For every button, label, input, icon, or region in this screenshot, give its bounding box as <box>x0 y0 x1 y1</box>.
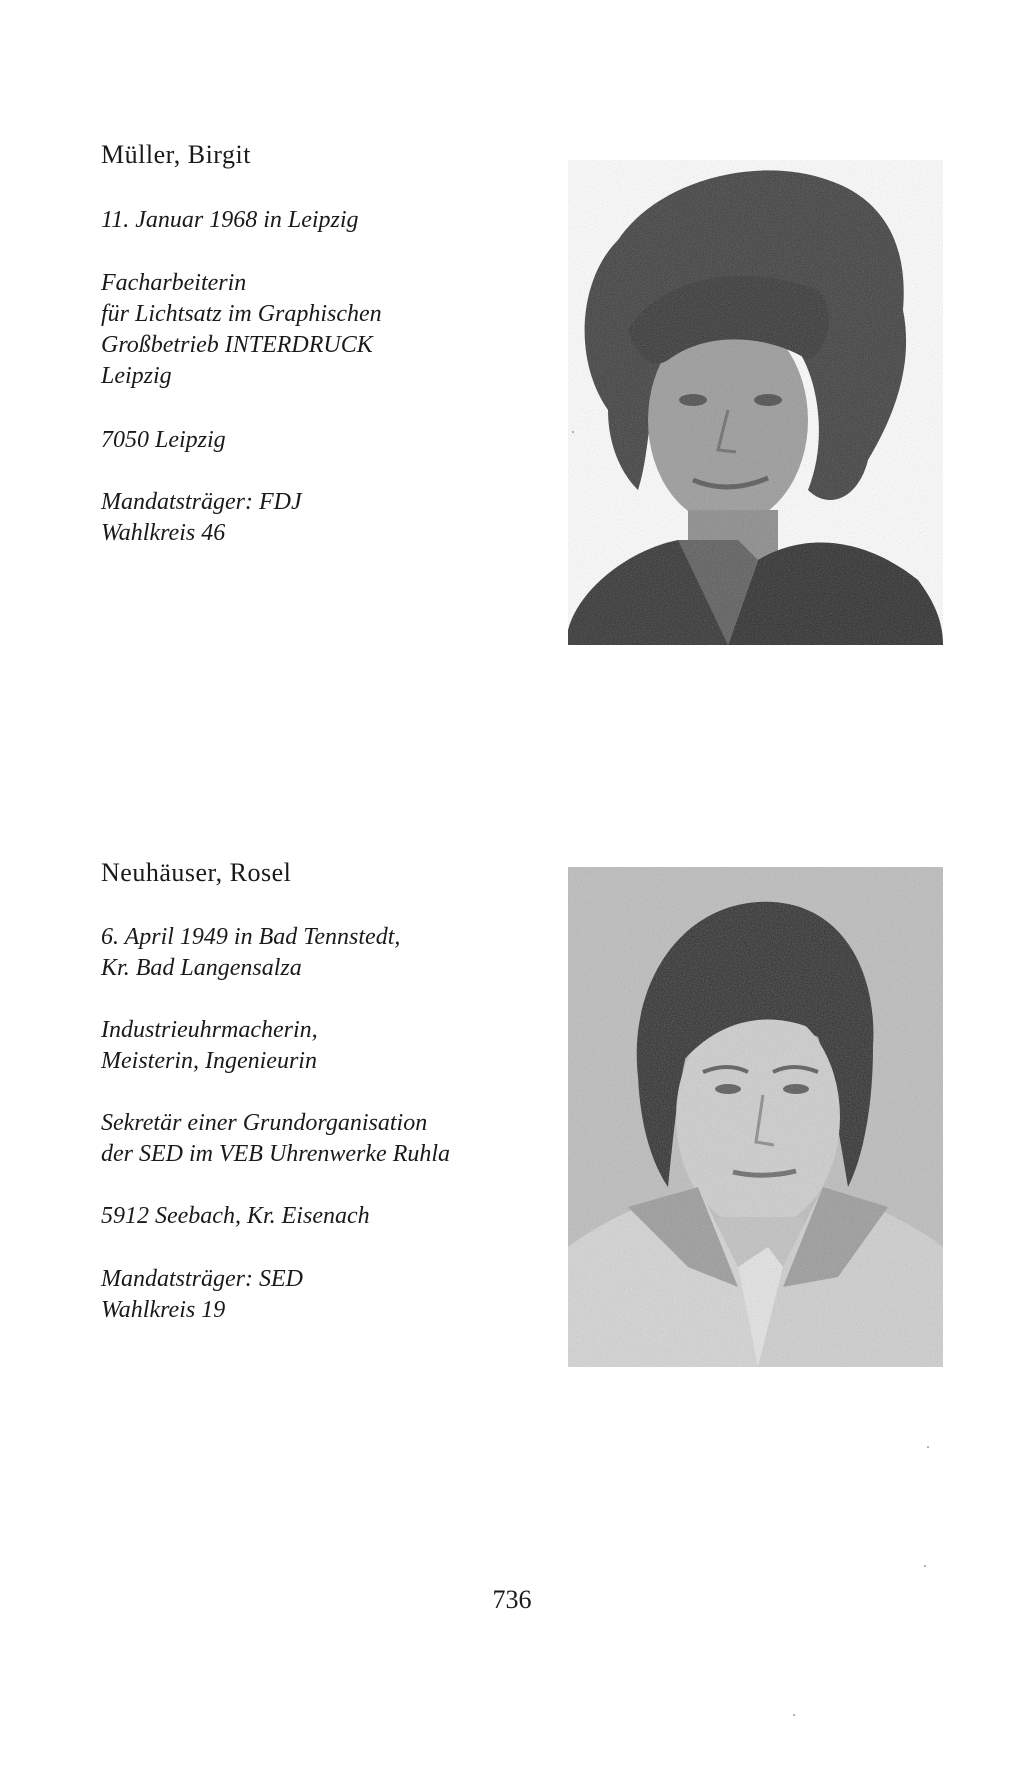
entry-2-occupation-line-2: Meisterin, Ingenieurin <box>101 1048 317 1074</box>
entry-1-name: Müller, Birgit <box>101 140 251 169</box>
entry-2-name: Neuhäuser, Rosel <box>101 858 292 887</box>
page-number: 736 <box>492 1585 532 1614</box>
scan-speck <box>927 1446 929 1448</box>
entry-2-position-line-1: Sekretär einer Grundorganisation <box>101 1110 428 1136</box>
entry-2-address <box>101 1201 370 1232</box>
scan-speck <box>793 1714 795 1716</box>
entry-1-occupation-line-2: für Lichtsatz im Graphischen <box>101 301 382 327</box>
entry-2-occupation-line-1: Industrieuhrmacherin, <box>101 1017 318 1043</box>
entry-1-address-line: 7050 Leipzig <box>101 427 226 453</box>
entry-1-address <box>101 425 226 456</box>
entry-2-mandate <box>101 1264 303 1326</box>
scan-speck <box>924 1565 926 1567</box>
entry-2-birth <box>101 922 400 984</box>
entry-2-position-line-2: der SED im VEB Uhrenwerke Ruhla <box>101 1141 451 1167</box>
entry-1-mandate-line: Mandatsträger: FDJ <box>101 489 302 515</box>
entry-2-portrait-photo <box>568 867 943 1367</box>
entry-1-district-line: Wahlkreis 46 <box>101 520 226 546</box>
entry-1-occupation-line-4: Leipzig <box>101 363 172 389</box>
entry-2-position <box>101 1108 450 1170</box>
entry-1-occupation-line-1: Facharbeiterin <box>101 270 247 296</box>
entry-2-address-line: 5912 Seebach, Kr. Eisenach <box>101 1203 370 1229</box>
scan-speck <box>572 431 574 433</box>
entry-2-mandate-line: Mandatsträger: SED <box>101 1266 303 1292</box>
entry-1-portrait-photo <box>568 160 943 645</box>
entry-1-birth-line: 11. Januar 1968 in Leipzig <box>101 207 359 233</box>
entry-1-birth <box>101 205 359 236</box>
entry-1-occupation-line-3: Großbetrieb INTERDRUCK <box>101 332 373 358</box>
entry-2-birth-line-1: 6. April 1949 in Bad Tennstedt, <box>101 924 401 950</box>
entry-2-occupation <box>101 1015 318 1077</box>
entry-2-birth-line-2: Kr. Bad Langensalza <box>101 955 302 981</box>
entry-1-occupation <box>101 268 382 392</box>
entry-1-mandate <box>101 487 302 549</box>
entry-2-district-line: Wahlkreis 19 <box>101 1297 226 1323</box>
